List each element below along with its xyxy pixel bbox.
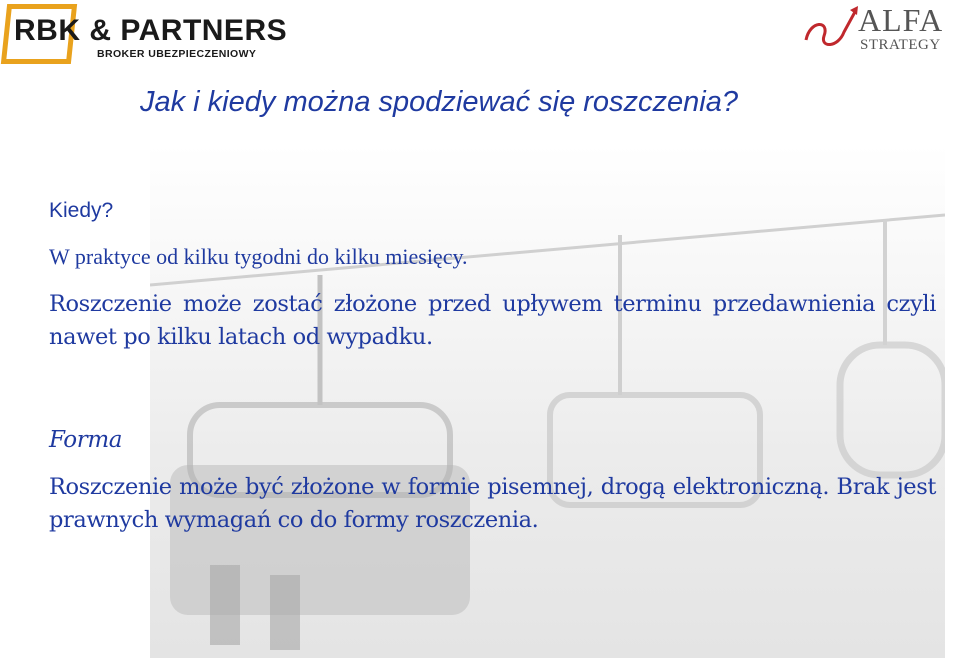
rbk-logo-subtitle: BROKER UBEZPIECZENIOWY	[97, 48, 257, 60]
slide-title: Jak i kiedy można spodziewać się roszczenia?	[140, 86, 738, 118]
alfa-logo-name: ALFA	[858, 2, 944, 38]
forma-heading: Forma	[49, 427, 123, 453]
chairlift-illustration	[150, 145, 945, 658]
rbk-partners-logo	[4, 4, 288, 66]
rbk-logo-name: RBK & PARTNERS	[14, 14, 288, 47]
alfa-strategy-logo	[800, 2, 960, 60]
kiedy-heading: Kiedy?	[49, 199, 114, 222]
kiedy-line: W praktyce od kilku tygodni do kilku miesięcy.	[49, 244, 468, 269]
alfa-logo-subtitle: STRATEGY	[860, 37, 941, 53]
background-chairlift-photo	[150, 145, 945, 658]
kiedy-paragraph: Roszczenie może zostać złożone przed upływem terminu przedawnienia czyli nawet po kilku latach od wypadku.	[49, 291, 936, 350]
forma-paragraph: Roszczenie może być złożone w formie pisemnej, drogą elektroniczną. Brak jest prawnych wymagań co do formy roszczenia.	[49, 474, 936, 533]
